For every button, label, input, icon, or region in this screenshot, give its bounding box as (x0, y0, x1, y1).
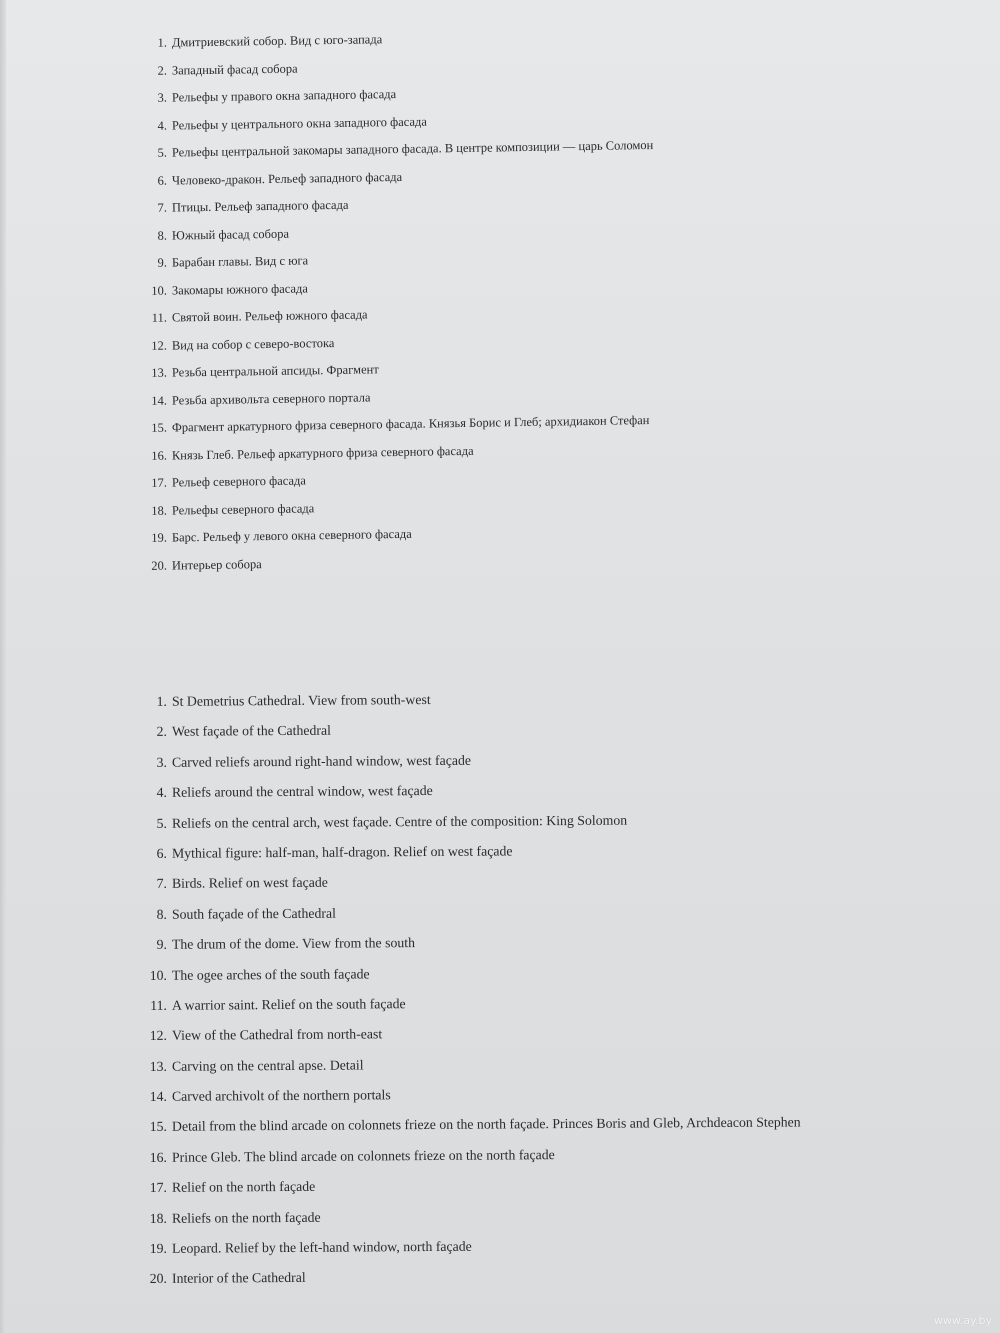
item-number: 7. (156, 876, 167, 892)
item-text: Барабан главы. Вид с юга (171, 253, 309, 270)
item-text: Интерьер собора (171, 556, 262, 573)
item-text: Рельефы северного фасада (171, 500, 315, 518)
item-text: Рельефы центральной закомары западного фасада. В центре композиции — царь Соломон (171, 137, 654, 160)
list-item (142, 1175, 902, 1211)
item-text: Человеко-дракон. Рельеф западного фасада (171, 169, 403, 188)
list-item (142, 932, 902, 968)
item-text: Reliefs around the central window, west façade (171, 783, 433, 800)
item-number: 12. (149, 1028, 167, 1044)
item-number: 2. (157, 63, 168, 78)
item-number: 15. (149, 1119, 167, 1135)
item-text: Birds. Relief on west façade (171, 875, 328, 892)
item-text: Вид на собор с северо-востока (171, 335, 335, 353)
item-number: 7. (157, 200, 168, 215)
item-text: Interior of the Cathedral (171, 1270, 306, 1287)
item-text: Закомары южного фасада (171, 280, 308, 298)
watermark: www.ay.by (933, 1314, 992, 1327)
item-number: 10. (149, 967, 167, 983)
item-number: 14. (151, 393, 168, 408)
item-number: 1. (156, 693, 167, 709)
item-number: 17. (149, 1180, 167, 1196)
item-text: Князь Глеб. Рельеф аркатурного фриза северного фасада (171, 443, 474, 463)
item-number: 5. (157, 145, 168, 160)
item-text: Резьба архивольта северного портала (171, 389, 371, 408)
item-number: 11. (151, 310, 168, 325)
list-item (142, 1023, 902, 1059)
item-text: South façade of the Cathedral (171, 905, 336, 922)
item-number: 16. (149, 1149, 167, 1165)
item-text: Detail from the blind arcade on colonnets frieze on the north façade. Princes Boris and Gleb, Archdeacon Stephen (171, 1114, 801, 1135)
item-number: 1. (157, 35, 168, 50)
item-number: 17. (151, 475, 168, 490)
item-number: 19. (149, 1240, 167, 1256)
item-text: Южный фасад собора (171, 226, 290, 243)
item-text: Carving on the central apse. Detail (171, 1057, 364, 1074)
list-item (142, 871, 902, 907)
list-item (142, 1266, 902, 1302)
item-number: 18. (149, 1210, 167, 1226)
item-text: Reliefs on the north façade (171, 1209, 321, 1226)
item-text: Западный фасад собора (171, 61, 298, 78)
item-text: Птицы. Рельеф западного фасада (171, 197, 349, 215)
page-fold-shadow (0, 0, 6, 1333)
item-text: Дмитриевский собор. Вид с юго-запада (171, 32, 383, 50)
item-number: 9. (156, 936, 167, 953)
item-number: 6. (157, 173, 168, 188)
item-number: 10. (151, 283, 168, 298)
item-number: 16. (151, 448, 168, 463)
item-text: Mythical figure: half-man, half-dragon. Relief on west façade (171, 843, 513, 861)
item-text: Резьба центральной апсиды. Фрагмент (171, 362, 379, 380)
item-number: 15. (151, 420, 168, 435)
item-text: Рельеф северного фасада (171, 473, 306, 490)
item-number: 20. (151, 558, 168, 573)
list-item (142, 719, 902, 755)
item-text: A warrior saint. Relief on the south façade (171, 996, 406, 1013)
item-number: 19. (151, 530, 168, 545)
item-number: 3. (157, 90, 168, 105)
item-text: Leopard. Relief by the left-hand window, north façade (171, 1238, 472, 1256)
item-text: Carved archivolt of the northern portals (171, 1087, 391, 1104)
english-caption-list (142, 691, 902, 1302)
item-text: Carved reliefs around right-hand window, west façade (171, 752, 472, 770)
item-text: View of the Cathedral from north-east (171, 1026, 383, 1044)
item-text: Барс. Рельеф у левого окна северного фасада (171, 526, 412, 545)
item-number: 8. (157, 228, 168, 243)
item-number: 18. (151, 503, 168, 518)
item-text: Святой воин. Рельеф южного фасада (171, 307, 368, 325)
item-text: Рельефы у центрального окна западного фасада (171, 114, 427, 133)
item-number: 3. (156, 754, 167, 770)
item-number: 13. (151, 365, 168, 380)
list-item (142, 780, 902, 816)
item-text: Фрагмент аркатурного фриза северного фасада. Князья Борис и Глеб; архидиакон Стефан (171, 413, 650, 435)
item-text: Рельефы у правого окна западного фасада (171, 87, 397, 105)
russian-caption-list (142, 32, 762, 586)
item-number: 13. (149, 1058, 167, 1074)
item-number: 20. (149, 1271, 167, 1287)
item-number: 12. (151, 338, 168, 353)
item-text: The drum of the dome. View from the south (171, 935, 415, 952)
item-number: 4. (156, 784, 167, 801)
item-text: Prince Gleb. The blind arcade on colonnets frieze on the north façade (171, 1146, 555, 1165)
item-number: 9. (157, 255, 168, 270)
item-number: 4. (157, 118, 168, 133)
item-text: West façade of the Cathedral (171, 723, 332, 740)
item-number: 14. (149, 1088, 167, 1105)
item-number: 5. (156, 815, 167, 831)
item-number: 11. (150, 997, 167, 1013)
item-text: The ogee arches of the south façade (171, 965, 370, 983)
item-text: St Demetrius Cathedral. View from south-west (171, 691, 431, 709)
item-number: 8. (156, 906, 167, 922)
item-number: 6. (156, 845, 167, 861)
item-text: Reliefs on the central arch, west façade. Centre of the composition: King Solomon (171, 812, 628, 831)
item-number: 2. (156, 724, 167, 740)
item-text: Relief on the north façade (171, 1179, 316, 1196)
